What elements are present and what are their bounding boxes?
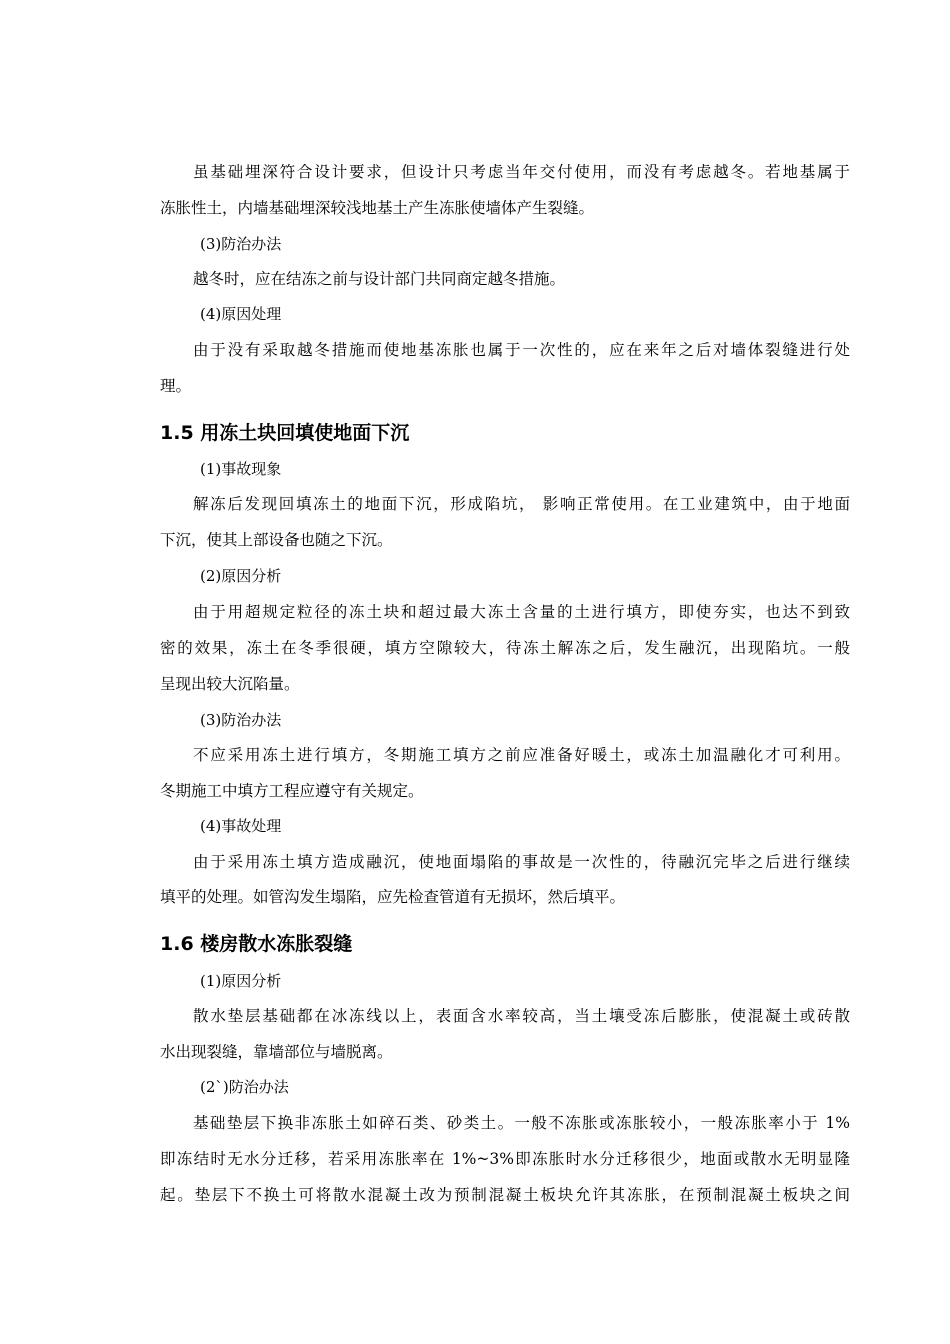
subsection-label: (3)防治办法 — [200, 711, 282, 729]
section-heading: 1.6 楼房散水冻胀裂缝 — [160, 933, 353, 955]
subsection-label: (1)原因分析 — [200, 972, 282, 990]
paragraph-line: 起。垫层下不换土可将散水混凝土改为预制混凝土板块允许其冻胀，在预制混凝土板块之间 — [160, 1186, 850, 1204]
paragraph-line: 水出现裂缝，靠墙部位与墙脱离。 — [160, 1043, 393, 1061]
subsection-label: (4)事故处理 — [200, 817, 282, 835]
paragraph-line: 基础垫层下换非冻胀土如碎石类、砂类土。一般不冻胀或冻胀较小，一般冻胀率小于 1% — [193, 1114, 850, 1132]
paragraph-line: 由于没有采取越冬措施而使地基冻胀也属于一次性的，应在来年之后对墙体裂缝进行处 — [193, 341, 850, 359]
subsection-label: (3)防治办法 — [200, 235, 282, 253]
paragraph-line: 即冻结时无水分迁移，若采用冻胀率在 1%~3%即冻胀时水分迁移很少，地面或散水无明显隆 — [160, 1150, 850, 1168]
paragraph-line: 由于用超规定粒径的冻土块和超过最大冻土含量的土进行填方，即使夯实，也达不到致 — [193, 603, 850, 621]
paragraph-line: 越冬时，应在结冻之前与设计部门共同商定越冬措施。 — [193, 270, 566, 288]
paragraph-line: 由于采用冻土填方造成融沉，使地面塌陷的事故是一次性的，待融沉完毕之后进行继续 — [193, 853, 850, 871]
subsection-label: (4)原因处理 — [200, 305, 282, 323]
paragraph-line: 冻胀性土，内墙基础埋深较浅地基土产生冻胀使墙体产生裂缝。 — [160, 199, 595, 217]
paragraph-line: 理。 — [160, 377, 192, 395]
subsection-label: (2)原因分析 — [200, 567, 282, 585]
paragraph-line: 密的效果，冻土在冬季很硬，填方空隙较大，待冻土解冻之后，发生融沉，出现陷坑。一般 — [160, 639, 850, 657]
paragraph-line: 散水垫层基础都在冰冻线以上，表面含水率较高，当土壤受冻后膨胀，使混凝土或砖散 — [193, 1007, 850, 1025]
paragraph-line: 下沉，使其上部设备也随之下沉。 — [160, 531, 393, 549]
paragraph-line: 解冻后发现回填冻土的地面下沉，形成陷坑， 影响正常使用。在工业建筑中，由于地面 — [193, 495, 850, 513]
section-heading: 1.5 用冻土块回填使地面下沉 — [160, 422, 410, 444]
subsection-label: (1)事故现象 — [200, 460, 282, 478]
paragraph-line: 填平的处理。如管沟发生塌陷，应先检查管道有无损坏，然后填平。 — [160, 888, 626, 906]
paragraph-line: 虽基础埋深符合设计要求，但设计只考虑当年交付使用，而没有考虑越冬。若地基属于 — [193, 163, 850, 181]
paragraph-line: 不应采用冻土进行填方，冬期施工填方之前应准备好暖土，或冻土加温融化才可利用。 — [193, 746, 850, 764]
subsection-label: (2`)防治办法 — [200, 1078, 289, 1096]
paragraph-line: 冬期施工中填方工程应遵守有关规定。 — [160, 782, 424, 800]
paragraph-line: 呈现出较大沉陷量。 — [160, 675, 300, 693]
